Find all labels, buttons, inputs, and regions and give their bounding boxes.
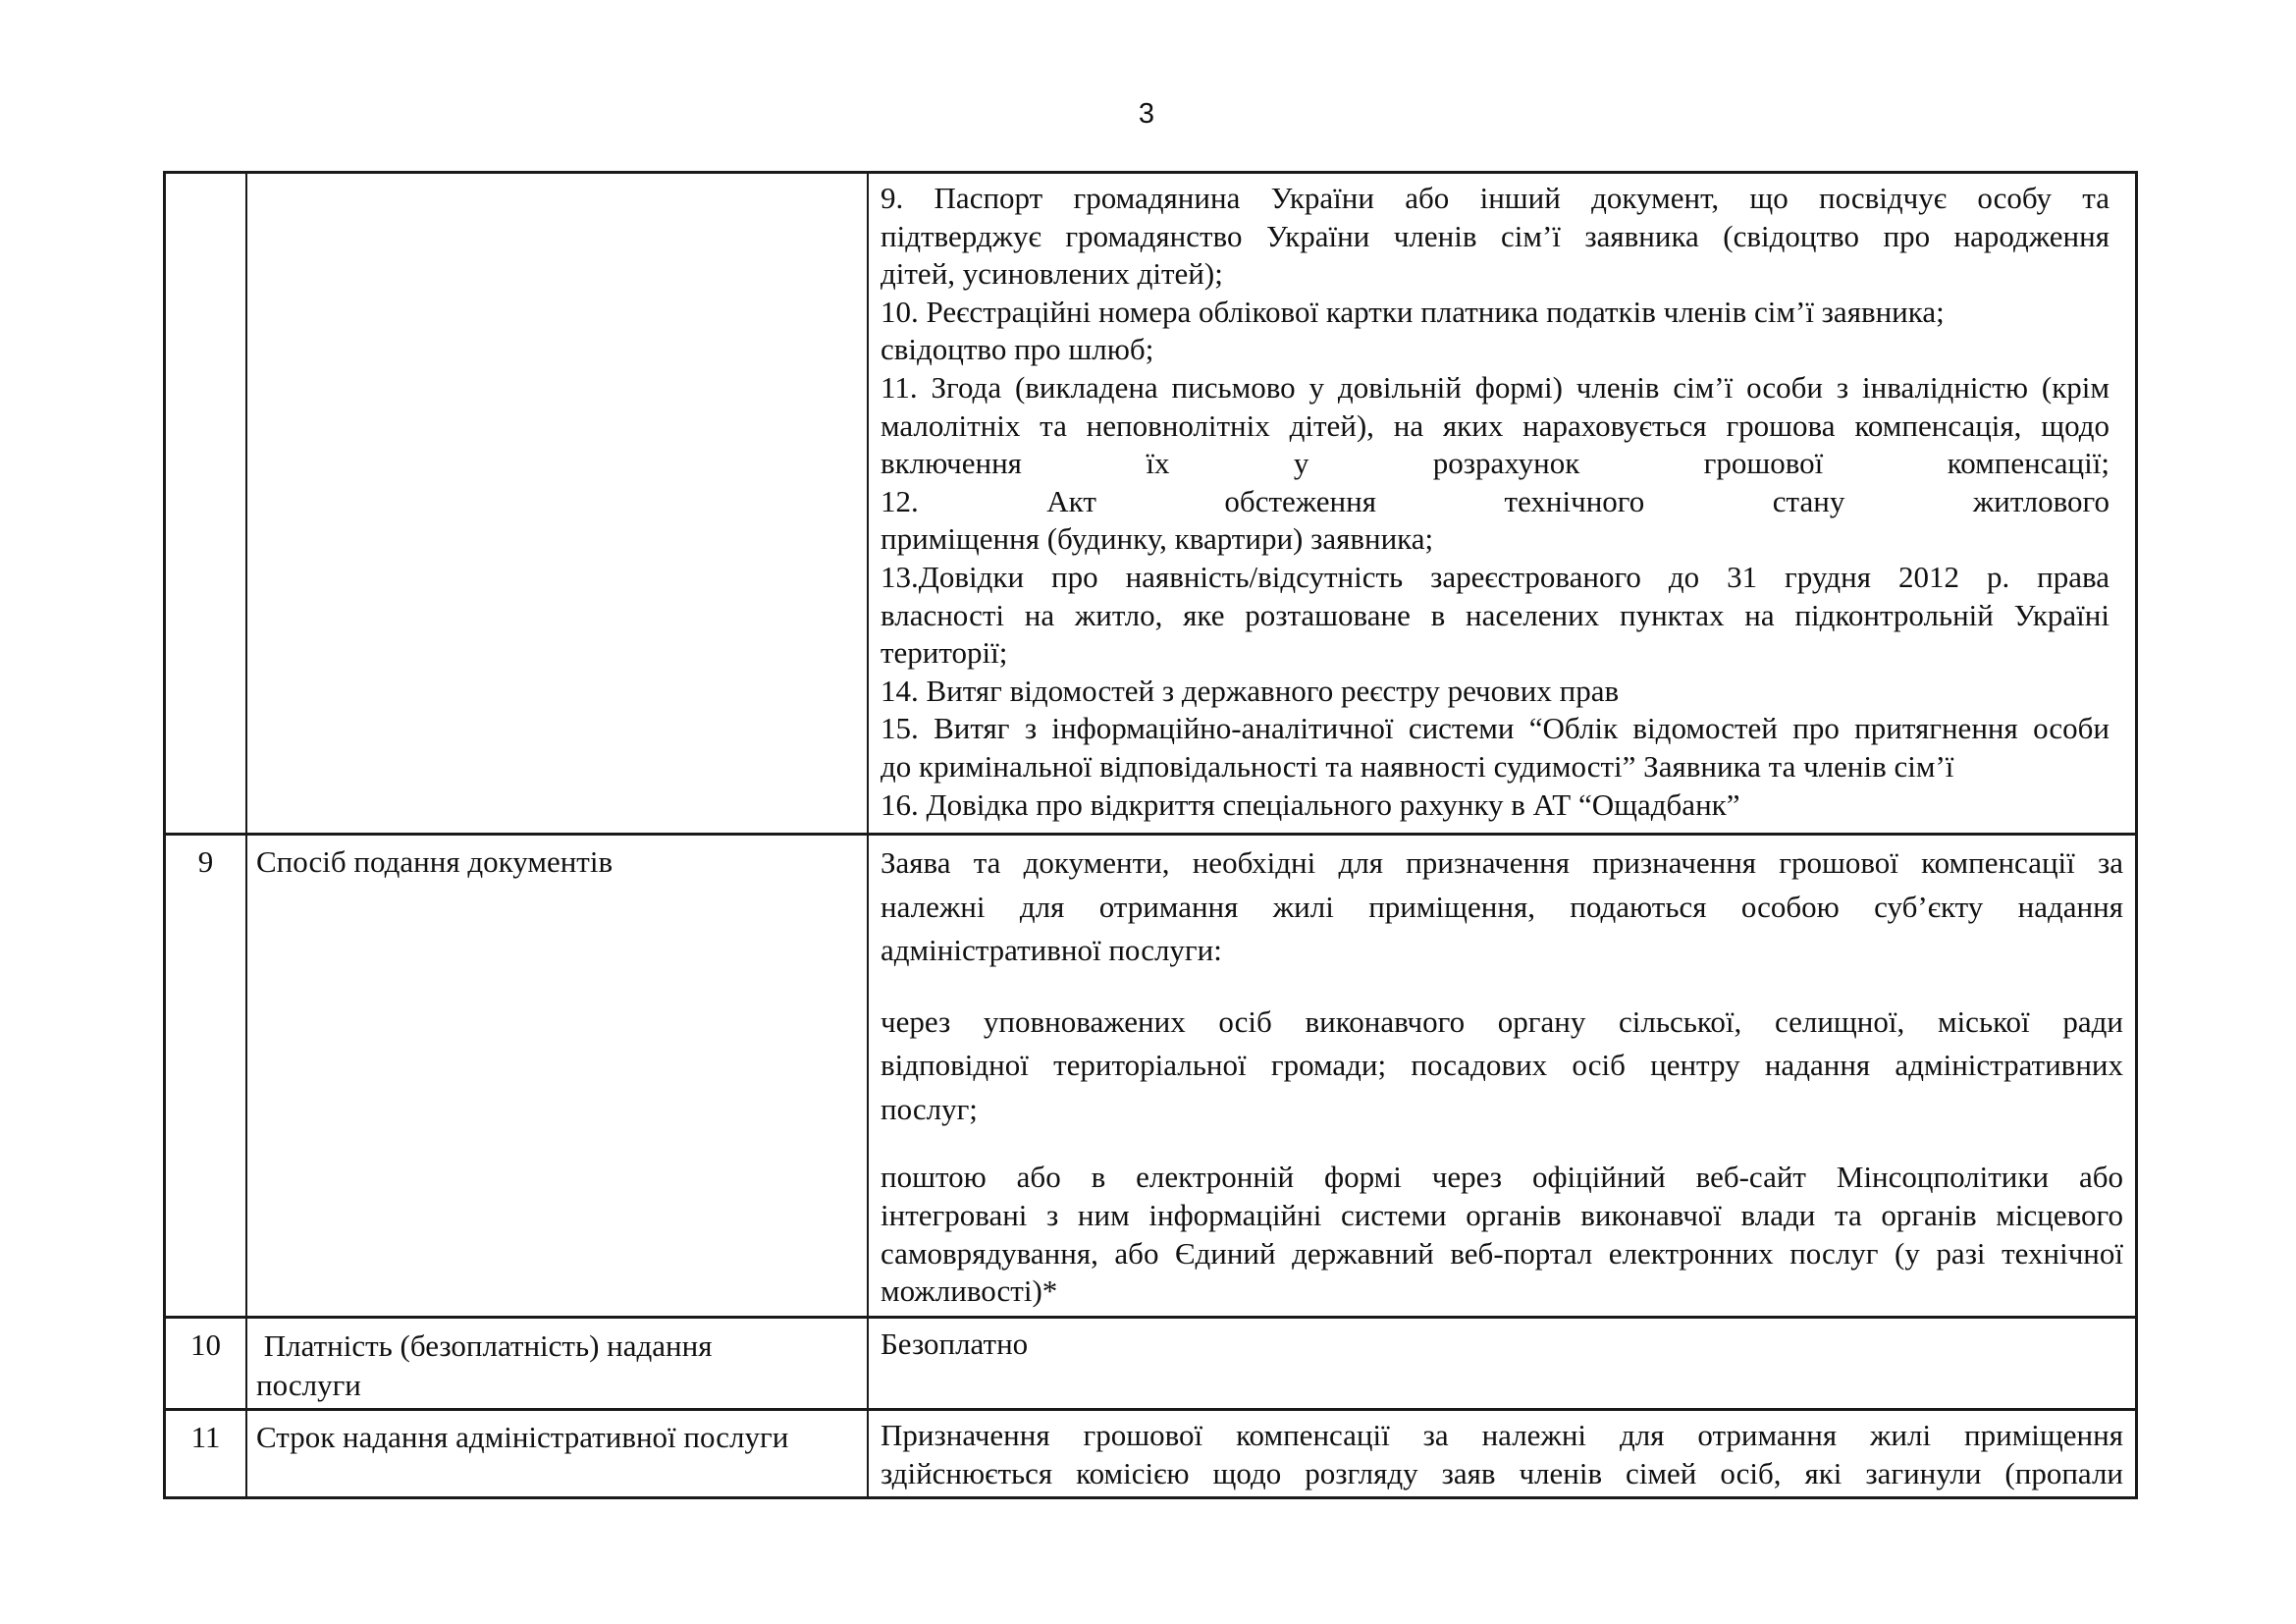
paragraph-line: Заява та документи, необхідні для призначення призначення грошової компенсації за [881,845,2123,880]
document-item-line: включення їх у розрахунок грошової компенсації; [881,446,2109,481]
row-name-text: Строк надання адміністративної послуги [256,1420,789,1454]
row-name-text: послуги [256,1368,361,1402]
row-name-cell [247,1411,869,1499]
payment-value [869,1319,2135,1408]
submission-method-text [869,836,2135,1316]
paragraph-line: самоврядування, або Єдиний державний веб-портал електронних послуг (у разі технічної [881,1235,2123,1271]
submission-paragraph [881,1159,2123,1311]
value-line: Безоплатно [881,1326,1029,1361]
document-item-line: дітей, усиновлених дітей); [881,256,1223,292]
document-item-line: 12. Акт обстеження технічного стану житлового [881,483,2109,518]
submission-paragraph [881,1001,2123,1132]
row-name-cell [247,836,869,1316]
row-number-cell: 10 [166,1319,247,1408]
table-row-9 [166,833,2135,1316]
paragraph-line: належні для отримання жилі приміщення, подаються особою суб’єкту надання [881,889,2123,924]
services-table [163,171,2138,1499]
document-item-line: 11. Згода (викладена письмово у довільній формі) членів сім’ї особи з інвалідністю (крім [881,369,2109,405]
document-item-line: 13.Довідки про наявність/відсутність зареєстрованого до 31 грудня 2012 р. права [881,559,2109,594]
paragraph-line: адміністративної послуги: [881,933,1222,967]
row-name-text: Платність (безоплатність) надання [256,1328,713,1363]
row-name-cell [247,1319,869,1408]
paragraph-line: послуг; [881,1091,978,1126]
paragraph-gap [881,973,2123,1001]
submission-paragraph [881,841,2123,973]
service-term-value [869,1411,2135,1499]
paragraph-line: поштою або в електронній формі через офіційний веб-сайт Мінсоцполітики або [881,1160,2123,1194]
paragraph-line: через уповноважених осіб виконавчого органу сільської, селищної, міської ради [881,1003,2123,1039]
value-line: здійснюється комісією щодо розгляду заяв членів сімей осіб, які загинули (пропали [881,1455,2123,1490]
row-number-cell [166,174,247,833]
document-item-line: підтверджує громадянство України членів сім’ї заявника (свідоцтво про народження [881,218,2109,253]
page-number: 3 [1138,98,1155,130]
document-item-line: території; [881,635,1008,671]
document-item-line: 14. Витяг відомостей з державного реєстру речових прав [881,673,1620,708]
row-name-cell [247,174,869,833]
document-item-line: 16. Довідка про відкриття спеціального рахунку в АТ “Ощадбанк” [881,786,1740,822]
table-row-11 [166,1408,2135,1499]
value-line: Призначення грошової компенсації за належні для отримання жилі приміщення [881,1418,2123,1452]
document-item-line: 10. Реєстраційні номера облікової картки платника податків членів сім’ї заявника; [881,294,1945,329]
paragraph-line: інтегровані з ним інформаційні системи органів виконавчої влади та органів місцевого [881,1197,2123,1232]
row-name-text: Спосіб подання документів [256,844,614,879]
document-item-line: 15. Витяг з інформаційно-аналітичної системи “Облік відомостей про притягнення особи [881,711,2109,746]
required-documents-list [869,174,2135,833]
document-item-line: до кримінальної відповідальності та наявності судимості” Заявника та членів сім’ї [881,748,1954,784]
document-item-line: приміщення (будинку, квартири) заявника; [881,521,1434,557]
paragraph-line: відповідної територіальної громади; посадових осіб центру надання адміністративних [881,1048,2123,1082]
document-item-line: свідоцтво про шлюб; [881,332,1154,367]
row-number-cell: 9 [166,836,247,1316]
document-item-line: власності на житло, яке розташоване в населених пунктах на підконтрольній Україні [881,597,2109,632]
table-row-8-continued [166,174,2135,833]
table-row-10 [166,1316,2135,1408]
row-number-cell: 11 [166,1411,247,1499]
document-item-line: малолітніх та неповнолітніх дітей), на яких нараховується грошова компенсація, щодо [881,407,2109,443]
document-item-line: 9. Паспорт громадянина України або інший документ, що посвідчує особу та [881,181,2109,215]
paragraph-line: можливості)* [881,1273,1058,1309]
paragraph-gap [881,1131,2123,1159]
